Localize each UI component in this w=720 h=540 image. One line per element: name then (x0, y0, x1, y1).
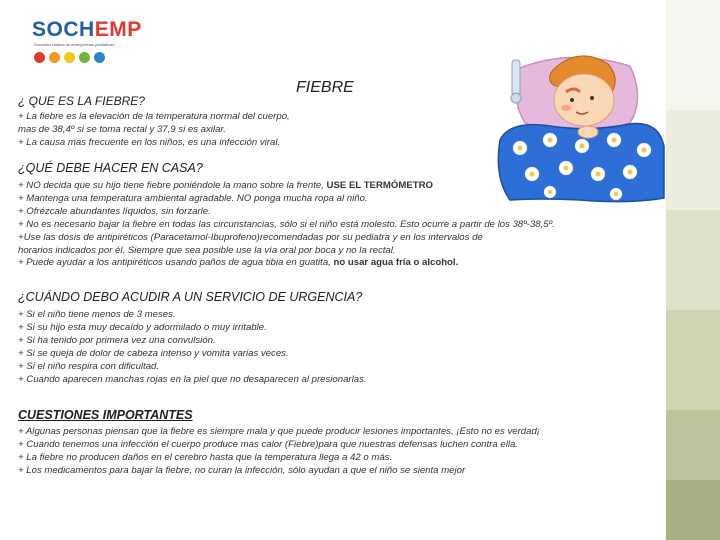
text-line: + Los medicamentos para bajar la fiebre, no curan la infección, sólo ayudan a que el niño se sienta mejor (18, 464, 466, 476)
section-cuestiones-importantes (18, 426, 540, 478)
heading-cuestiones-importantes: CUESTIONES IMPORTANTES (18, 408, 193, 422)
text-line: + La fiebre es la elevación de la temperatura normal del cuerpo, (18, 111, 290, 122)
heading-que-debe-hacer: ¿QUÉ DEBE HACER EN CASA? (18, 161, 203, 175)
heading-cuando-acudir-urgencia: ¿CUÁNDO DEBO ACUDIR A UN SERVICIO DE URGENCIA? (18, 290, 363, 304)
text-line: + La causa mas frecuente en los niños, es una infección viral. (18, 136, 281, 148)
text-line: + Si su hijo esta muy decaído y adormilado o muy irritable. (18, 321, 267, 333)
text-line: + Si ha tenido por primera vez una convulsión. (18, 334, 216, 346)
heading-que-es-la-fiebre: ¿ QUE ES LA FIEBRE? (18, 94, 145, 108)
text-line: +Use las dosis de antipiréticos (Paracetamol-Ibuprofeno)recomendadas por su pediatra y en los intervalos de (18, 231, 483, 243)
sochemp-logo (30, 18, 140, 70)
logo-dot (79, 52, 90, 63)
text-line: + Puede ayudar a los antipiréticos usando paños de agua tibia en guatita, no usar agua fría o alcohol. (18, 257, 459, 269)
section-que-debe-hacer (18, 180, 555, 270)
logo-dot (49, 52, 60, 63)
emphasis-text: USE EL TERMÓMETRO (326, 180, 433, 191)
text-line: + Cuando aparecen manchas rojas en la piel que no desaparecen al presionarlas. (18, 373, 367, 385)
side-bar-1 (666, 0, 720, 110)
side-bar-4 (666, 310, 720, 410)
page-title: FIEBRE (296, 79, 354, 96)
text-line: + No es necesario bajar la fiebre en todas las circunstancias, sólo si el niño está molesto. Esto ocurre a partir de los 38º-38,5º. (18, 218, 555, 230)
text-line: + La fiebre no producen daños en el cerebro hasta que la temperatura llega a 42 o más. (18, 451, 393, 463)
logo-dot (94, 52, 105, 63)
logo-dot (64, 52, 75, 63)
logo-dots (34, 50, 109, 68)
side-bar-3 (666, 210, 720, 310)
text-line: mas de 38,4º si se toma rectal y 37,9 si es axilar. (18, 123, 226, 135)
logo-wordmark: SOCHEMP (32, 18, 142, 41)
logo-subtitle: Sociedad chilena de emergencias pediátricas (34, 42, 115, 47)
text-line: + Si se queja de dolor de cabeza intenso y vomita varias veces. (18, 347, 289, 359)
section-que-es-la-fiebre (18, 111, 290, 150)
text-line: + Mantenga una temperatura ambiental agradable. NO ponga mucha ropa al niño. (18, 192, 368, 204)
section-cuando-acudir-urgencia (18, 309, 367, 386)
text-line: + Si el niño respira con dificultad. (18, 360, 160, 372)
decorative-side-bars (666, 0, 720, 540)
side-bar-5 (666, 410, 720, 480)
text-line: horarios indicados por él. Siempre que sea posible use la vía oral por boca y no la rectal. (18, 244, 396, 256)
text-line: + Algunas personas piensan que la fiebre es siempre mala y que puede producir lesiones importantes. ¡Esto no es verdad¡ (18, 426, 541, 437)
text-line: + Si el niño tiene menos de 3 meses. (18, 309, 176, 320)
side-bar-2 (666, 110, 720, 210)
text-line: + NO decida que su hijo tiene fiebre poniéndole la mano sobre la frente, USE EL TERMÓMETRO (18, 180, 433, 191)
logo-dot (34, 52, 45, 63)
side-bar-6 (666, 480, 720, 540)
text-line: + Cuando tenemos una infección el cuerpo produce mas calor (Fiebre)para que nuestras defensas luchen contra ella. (18, 438, 518, 450)
text-line: + Ofrézcale abundantes líquidos, sin forzarle. (18, 205, 211, 217)
emphasis-text: no usar agua fría o alcohol. (333, 257, 459, 269)
